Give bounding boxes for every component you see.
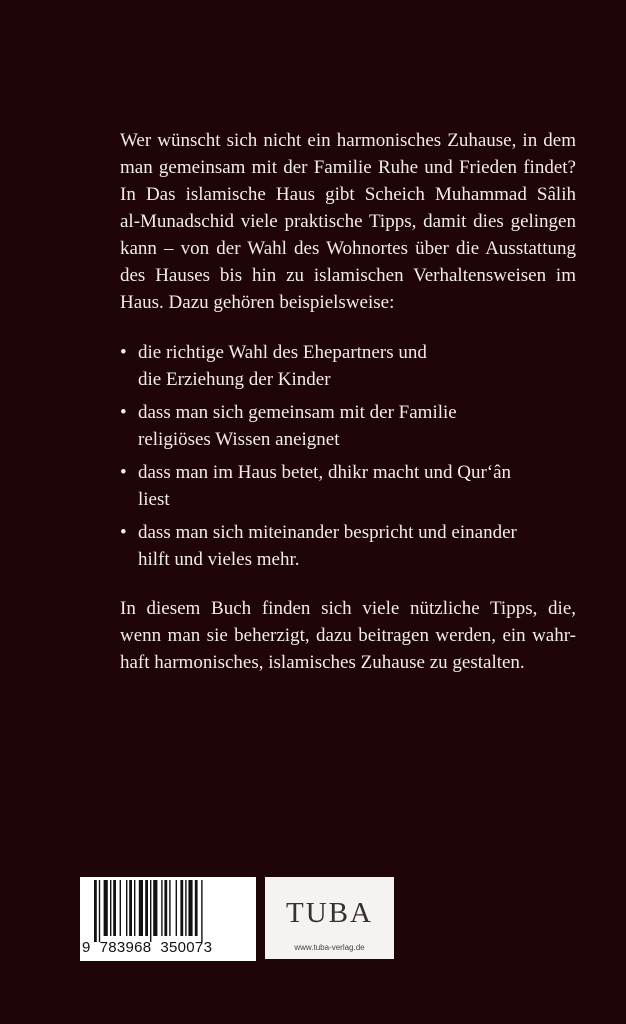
bullet-icon: •	[120, 462, 127, 483]
barcode-bar	[150, 880, 151, 942]
bullet-item	[120, 519, 540, 573]
barcode-bar	[113, 880, 116, 936]
intro-paragraph	[120, 127, 576, 316]
barcode-bar	[201, 880, 202, 942]
text-line: die Erziehung der Kinder	[138, 369, 331, 390]
barcode-bars	[84, 880, 248, 942]
barcode-bar	[176, 880, 177, 936]
text-line: al-Munadschid viele praktische Tipps, damit dies gelingen	[120, 211, 576, 232]
text-line: des Hauses bis hin zu islamischen Verhaltensweisen im	[120, 265, 576, 286]
barcode-bar	[169, 880, 170, 936]
closing-paragraph	[120, 595, 576, 676]
barcode-bar	[145, 880, 148, 936]
barcode-bar	[195, 880, 198, 936]
barcode-bar	[153, 880, 157, 936]
text-line: In diesem Buch finden sich viele nützliche Tipps, die,	[120, 598, 576, 619]
text-line: dass man sich gemeinsam mit der Familie	[138, 402, 457, 423]
text-line: dass man im Haus betet, dhikr macht und Qur‘ân	[138, 462, 512, 483]
text-line: liest	[138, 489, 170, 510]
barcode-digits: 9 783968 350073	[82, 939, 213, 956]
bullet-icon: •	[120, 342, 127, 363]
isbn-barcode	[80, 877, 256, 961]
publisher-name: TUBA	[286, 897, 373, 929]
bullet-icon: •	[120, 402, 127, 423]
barcode-bar	[126, 880, 127, 936]
barcode-bar	[139, 880, 143, 936]
bullet-icon: •	[120, 522, 127, 543]
text-line: wenn man sie beherzigt, dazu beitragen werden, ein wahr-	[120, 625, 576, 646]
text-line: Wer wünscht sich nicht ein harmonisches Zuhause, in dem	[120, 130, 576, 151]
barcode-bar	[120, 880, 121, 936]
bullet-item	[120, 399, 540, 453]
text-line: dass man sich miteinander bespricht und einander	[138, 522, 517, 543]
bullet-item	[120, 339, 540, 393]
barcode-bar	[180, 880, 183, 936]
publisher-url: www.tuba-verlag.de	[294, 943, 365, 952]
barcode-bar	[188, 880, 192, 936]
bullet-item	[120, 459, 540, 513]
barcode-bar	[129, 880, 132, 936]
publisher-logo	[265, 877, 394, 959]
barcode-bar	[134, 880, 135, 936]
text-line: kann – von der Wahl des Wohnortes über die Ausstattung	[120, 238, 576, 259]
barcode-bar	[161, 880, 162, 936]
text-line: man gemeinsam mit der Familie Ruhe und Frieden findet?	[120, 157, 576, 178]
barcode-bar	[104, 880, 108, 936]
text-line: hilft und vieles mehr.	[138, 549, 300, 570]
text-line: haft harmonisches, islamisches Zuhause zu gestalten.	[120, 652, 525, 673]
text-line: religiöses Wissen aneignet	[138, 429, 340, 450]
text-line: die richtige Wahl des Ehepartners und	[138, 342, 427, 363]
barcode-bar	[99, 880, 100, 942]
barcode-bar	[164, 880, 167, 936]
text-line: In Das islamische Haus gibt Scheich Muhammad Sâlih	[120, 184, 576, 205]
barcode-bar	[94, 880, 97, 942]
text-line: Haus. Dazu gehören beispielsweise:	[120, 292, 395, 313]
barcode-bar	[185, 880, 186, 936]
barcode-bar	[110, 880, 111, 936]
